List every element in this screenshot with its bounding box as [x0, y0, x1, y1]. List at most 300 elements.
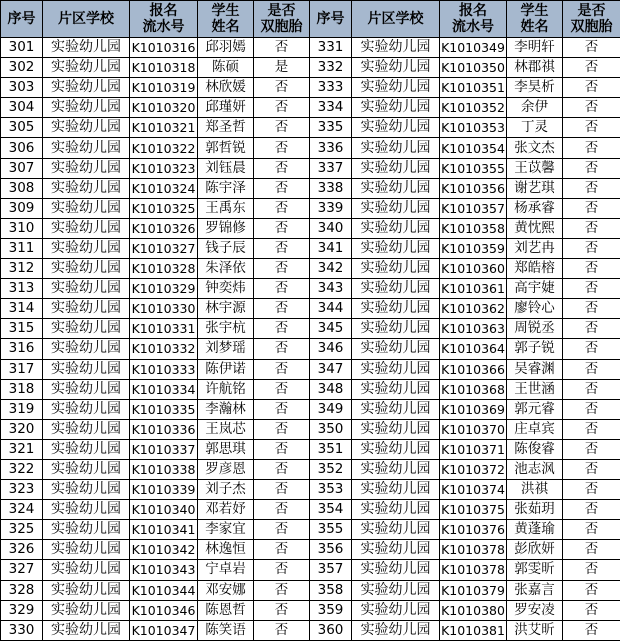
right-regno-cell: K1010361: [440, 279, 507, 299]
right-school-cell: 实验幼儿园: [352, 98, 440, 118]
header-twins-line2: 双胞胎: [563, 19, 620, 35]
right-twins-cell: 否: [563, 600, 620, 620]
left-school-cell: 实验幼儿园: [43, 439, 130, 459]
left-school-cell: 实验幼儿园: [43, 480, 130, 500]
right-school-cell: 实验幼儿园: [352, 299, 440, 319]
right-school-cell: 实验幼儿园: [352, 379, 440, 399]
header-twins-line1: 是否: [254, 3, 309, 19]
left-twins-cell: 否: [254, 459, 310, 479]
left-twins-cell: 是: [254, 58, 310, 78]
right-name-cell: 洪艾昕: [507, 620, 563, 640]
right-regno-cell: K1010360: [440, 259, 507, 279]
left-name-cell: 陈伊诺: [198, 359, 254, 379]
right-twins-cell: 否: [563, 279, 620, 299]
left-twins-cell: 否: [254, 439, 310, 459]
right-seq-cell: 334: [310, 98, 352, 118]
table-row: [1, 480, 620, 500]
left-school-cell: 实验幼儿园: [43, 560, 130, 580]
left-school-cell: 实验幼儿园: [43, 218, 130, 238]
header-twins-right: [563, 1, 620, 38]
right-seq-cell: 352: [310, 459, 352, 479]
left-school-cell: 实验幼儿园: [43, 158, 130, 178]
left-seq-cell: 315: [1, 319, 43, 339]
right-seq-cell: 339: [310, 198, 352, 218]
right-name-cell: 张文杰: [507, 138, 563, 158]
left-name-cell: 许航铭: [198, 379, 254, 399]
right-seq-cell: 359: [310, 600, 352, 620]
right-twins-cell: 否: [563, 439, 620, 459]
right-regno-cell: K1010376: [440, 520, 507, 540]
right-regno-cell: K1010366: [440, 359, 507, 379]
right-name-cell: 罗安凌: [507, 600, 563, 620]
left-twins-cell: 否: [254, 359, 310, 379]
right-seq-cell: 354: [310, 500, 352, 520]
header-name-line2: 姓名: [507, 19, 562, 35]
right-seq-cell: 335: [310, 118, 352, 138]
left-regno-cell: K1010322: [130, 138, 198, 158]
header-row: [1, 1, 620, 38]
table-row: [1, 459, 620, 479]
left-twins-cell: 否: [254, 379, 310, 399]
left-seq-cell: 329: [1, 600, 43, 620]
header-regno-line2: 流水号: [440, 19, 506, 35]
right-name-cell: 高宇婕: [507, 279, 563, 299]
left-school-cell: 实验幼儿园: [43, 118, 130, 138]
right-seq-cell: 357: [310, 560, 352, 580]
left-school-cell: 实验幼儿园: [43, 319, 130, 339]
right-school-cell: 实验幼儿园: [352, 138, 440, 158]
left-twins-cell: 否: [254, 500, 310, 520]
right-name-cell: 张茹玥: [507, 500, 563, 520]
right-school-cell: 实验幼儿园: [352, 319, 440, 339]
left-twins-cell: 否: [254, 319, 310, 339]
table-row: [1, 158, 620, 178]
left-seq-cell: 302: [1, 58, 43, 78]
right-name-cell: 李明轩: [507, 38, 563, 58]
right-regno-cell: K1010369: [440, 399, 507, 419]
left-regno-cell: K1010343: [130, 560, 198, 580]
left-twins-cell: 否: [254, 198, 310, 218]
right-seq-cell: 349: [310, 399, 352, 419]
right-seq-cell: 348: [310, 379, 352, 399]
right-regno-cell: K1010378: [440, 560, 507, 580]
left-seq-cell: 318: [1, 379, 43, 399]
right-regno-cell: K1010372: [440, 459, 507, 479]
right-seq-cell: 345: [310, 319, 352, 339]
left-seq-cell: 324: [1, 500, 43, 520]
table-row: [1, 58, 620, 78]
right-regno-cell: K1010358: [440, 218, 507, 238]
left-regno-cell: K1010325: [130, 198, 198, 218]
left-twins-cell: 否: [254, 339, 310, 359]
right-twins-cell: 否: [563, 158, 620, 178]
left-twins-cell: 否: [254, 158, 310, 178]
left-twins-cell: 否: [254, 78, 310, 98]
right-name-cell: 李昊析: [507, 78, 563, 98]
right-school-cell: 实验幼儿园: [352, 439, 440, 459]
left-regno-cell: K1010341: [130, 520, 198, 540]
right-school-cell: 实验幼儿园: [352, 78, 440, 98]
left-name-cell: 陈恩哲: [198, 600, 254, 620]
right-twins-cell: 否: [563, 459, 620, 479]
right-seq-cell: 333: [310, 78, 352, 98]
right-name-cell: 廖铃心: [507, 299, 563, 319]
left-twins-cell: 否: [254, 520, 310, 540]
left-twins-cell: 否: [254, 98, 310, 118]
right-school-cell: 实验幼儿园: [352, 359, 440, 379]
left-seq-cell: 305: [1, 118, 43, 138]
table-row: [1, 98, 620, 118]
left-seq-cell: 301: [1, 38, 43, 58]
right-regno-cell: K1010378: [440, 540, 507, 560]
right-school-cell: 实验幼儿园: [352, 399, 440, 419]
left-twins-cell: 否: [254, 259, 310, 279]
right-seq-cell: 338: [310, 178, 352, 198]
left-name-cell: 李家宜: [198, 520, 254, 540]
right-twins-cell: 否: [563, 198, 620, 218]
left-seq-cell: 314: [1, 299, 43, 319]
header-name-line1: 学生: [198, 3, 253, 19]
right-seq-cell: 332: [310, 58, 352, 78]
table-row: [1, 540, 620, 560]
left-twins-cell: 否: [254, 600, 310, 620]
left-school-cell: 实验幼儿园: [43, 78, 130, 98]
right-regno-cell: K1010351: [440, 78, 507, 98]
right-regno-cell: K1010353: [440, 118, 507, 138]
right-school-cell: 实验幼儿园: [352, 178, 440, 198]
right-twins-cell: 否: [563, 500, 620, 520]
right-school-cell: 实验幼儿园: [352, 339, 440, 359]
left-seq-cell: 306: [1, 138, 43, 158]
right-name-cell: 洪祺: [507, 480, 563, 500]
left-name-cell: 林欣媛: [198, 78, 254, 98]
right-regno-cell: K1010363: [440, 319, 507, 339]
table-row: [1, 118, 620, 138]
right-twins-cell: 否: [563, 359, 620, 379]
left-school-cell: 实验幼儿园: [43, 259, 130, 279]
table-row: [1, 319, 620, 339]
header-name-line1: 学生: [507, 3, 562, 19]
header-regno-left: [130, 1, 198, 38]
left-name-cell: 陈硕: [198, 58, 254, 78]
right-twins-cell: 否: [563, 520, 620, 540]
left-seq-cell: 330: [1, 620, 43, 640]
left-school-cell: 实验幼儿园: [43, 419, 130, 439]
header-seq-right: 序号: [310, 1, 352, 38]
left-name-cell: 王岚芯: [198, 419, 254, 439]
table-row: [1, 38, 620, 58]
header-school-left: 片区学校: [43, 1, 130, 38]
left-seq-cell: 321: [1, 439, 43, 459]
left-seq-cell: 312: [1, 259, 43, 279]
left-school-cell: 实验幼儿园: [43, 540, 130, 560]
left-seq-cell: 323: [1, 480, 43, 500]
left-school-cell: 实验幼儿园: [43, 620, 130, 640]
table-row: [1, 500, 620, 520]
left-name-cell: 邓若妤: [198, 500, 254, 520]
right-school-cell: 实验幼儿园: [352, 279, 440, 299]
right-name-cell: 王世涵: [507, 379, 563, 399]
left-seq-cell: 320: [1, 419, 43, 439]
right-school-cell: 实验幼儿园: [352, 58, 440, 78]
right-school-cell: 实验幼儿园: [352, 540, 440, 560]
left-twins-cell: 否: [254, 138, 310, 158]
left-school-cell: 实验幼儿园: [43, 520, 130, 540]
table-row: [1, 78, 620, 98]
right-seq-cell: 355: [310, 520, 352, 540]
left-school-cell: 实验幼儿园: [43, 38, 130, 58]
right-name-cell: 丁灵: [507, 118, 563, 138]
left-name-cell: 钱子辰: [198, 238, 254, 258]
right-twins-cell: 否: [563, 339, 620, 359]
right-name-cell: 郑皓榕: [507, 259, 563, 279]
right-seq-cell: 336: [310, 138, 352, 158]
right-twins-cell: 否: [563, 259, 620, 279]
left-name-cell: 刘钰晨: [198, 158, 254, 178]
left-school-cell: 实验幼儿园: [43, 339, 130, 359]
left-seq-cell: 327: [1, 560, 43, 580]
left-twins-cell: 否: [254, 238, 310, 258]
right-twins-cell: 否: [563, 58, 620, 78]
left-twins-cell: 否: [254, 38, 310, 58]
right-seq-cell: 340: [310, 218, 352, 238]
right-twins-cell: 否: [563, 238, 620, 258]
right-name-cell: 庄卓宾: [507, 419, 563, 439]
left-name-cell: 邱羽嫣: [198, 38, 254, 58]
right-name-cell: 吴睿渊: [507, 359, 563, 379]
header-school-right: 片区学校: [352, 1, 440, 38]
left-twins-cell: 否: [254, 580, 310, 600]
right-school-cell: 实验幼儿园: [352, 158, 440, 178]
left-seq-cell: 322: [1, 459, 43, 479]
left-twins-cell: 否: [254, 178, 310, 198]
left-school-cell: 实验幼儿园: [43, 198, 130, 218]
left-name-cell: 陈宇泽: [198, 178, 254, 198]
left-seq-cell: 304: [1, 98, 43, 118]
right-regno-cell: K1010362: [440, 299, 507, 319]
right-regno-cell: K1010381: [440, 620, 507, 640]
header-regno-line2: 流水号: [130, 19, 197, 35]
left-name-cell: 王禹东: [198, 198, 254, 218]
left-school-cell: 实验幼儿园: [43, 138, 130, 158]
right-regno-cell: K1010357: [440, 198, 507, 218]
right-twins-cell: 否: [563, 178, 620, 198]
left-twins-cell: 否: [254, 540, 310, 560]
right-twins-cell: 否: [563, 419, 620, 439]
right-school-cell: 实验幼儿园: [352, 580, 440, 600]
right-name-cell: 陈俊睿: [507, 439, 563, 459]
left-regno-cell: K1010333: [130, 359, 198, 379]
left-regno-cell: K1010319: [130, 78, 198, 98]
right-seq-cell: 343: [310, 279, 352, 299]
left-regno-cell: K1010320: [130, 98, 198, 118]
right-school-cell: 实验幼儿园: [352, 459, 440, 479]
left-seq-cell: 317: [1, 359, 43, 379]
table-row: [1, 600, 620, 620]
table-row: [1, 399, 620, 419]
left-name-cell: 邱瑾妍: [198, 98, 254, 118]
right-school-cell: 实验幼儿园: [352, 419, 440, 439]
left-regno-cell: K1010327: [130, 238, 198, 258]
right-school-cell: 实验幼儿园: [352, 600, 440, 620]
table-row: [1, 178, 620, 198]
right-twins-cell: 否: [563, 38, 620, 58]
header-name-right: [507, 1, 563, 38]
table-row: [1, 359, 620, 379]
right-seq-cell: 342: [310, 259, 352, 279]
left-twins-cell: 否: [254, 299, 310, 319]
right-regno-cell: K1010349: [440, 38, 507, 58]
left-school-cell: 实验幼儿园: [43, 359, 130, 379]
left-regno-cell: K1010339: [130, 480, 198, 500]
left-school-cell: 实验幼儿园: [43, 98, 130, 118]
right-name-cell: 黄忱熙: [507, 218, 563, 238]
left-school-cell: 实验幼儿园: [43, 379, 130, 399]
right-name-cell: 谢艺琪: [507, 178, 563, 198]
right-name-cell: 郭雯昕: [507, 560, 563, 580]
right-name-cell: 郭子锐: [507, 339, 563, 359]
table-row: [1, 379, 620, 399]
left-seq-cell: 307: [1, 158, 43, 178]
left-seq-cell: 316: [1, 339, 43, 359]
left-regno-cell: K1010338: [130, 459, 198, 479]
left-regno-cell: K1010321: [130, 118, 198, 138]
right-name-cell: 池志沨: [507, 459, 563, 479]
left-twins-cell: 否: [254, 118, 310, 138]
right-twins-cell: 否: [563, 560, 620, 580]
right-regno-cell: K1010374: [440, 480, 507, 500]
right-regno-cell: K1010355: [440, 158, 507, 178]
left-regno-cell: K1010347: [130, 620, 198, 640]
header-regno-right: [440, 1, 507, 38]
left-seq-cell: 326: [1, 540, 43, 560]
right-school-cell: 实验幼儿园: [352, 198, 440, 218]
right-name-cell: 王苡馨: [507, 158, 563, 178]
right-regno-cell: K1010359: [440, 238, 507, 258]
table-row: [1, 419, 620, 439]
right-seq-cell: 346: [310, 339, 352, 359]
left-seq-cell: 319: [1, 399, 43, 419]
right-seq-cell: 353: [310, 480, 352, 500]
header-seq-left: 序号: [1, 1, 43, 38]
right-twins-cell: 否: [563, 620, 620, 640]
left-regno-cell: K1010337: [130, 439, 198, 459]
right-seq-cell: 347: [310, 359, 352, 379]
left-regno-cell: K1010329: [130, 279, 198, 299]
right-regno-cell: K1010371: [440, 439, 507, 459]
header-twins-line1: 是否: [563, 3, 620, 19]
left-name-cell: 郭哲锐: [198, 138, 254, 158]
left-regno-cell: K1010316: [130, 38, 198, 58]
header-twins-left: [254, 1, 310, 38]
table-row: [1, 299, 620, 319]
right-regno-cell: K1010379: [440, 580, 507, 600]
left-regno-cell: K1010328: [130, 259, 198, 279]
right-seq-cell: 351: [310, 439, 352, 459]
header-regno-line1: 报名: [130, 3, 197, 19]
left-school-cell: 实验幼儿园: [43, 58, 130, 78]
right-twins-cell: 否: [563, 319, 620, 339]
table-row: [1, 620, 620, 640]
left-seq-cell: 328: [1, 580, 43, 600]
left-name-cell: 刘子杰: [198, 480, 254, 500]
left-school-cell: 实验幼儿园: [43, 459, 130, 479]
left-name-cell: 张宇杭: [198, 319, 254, 339]
left-regno-cell: K1010344: [130, 580, 198, 600]
left-regno-cell: K1010335: [130, 399, 198, 419]
right-school-cell: 实验幼儿园: [352, 500, 440, 520]
right-regno-cell: K1010354: [440, 138, 507, 158]
left-seq-cell: 311: [1, 238, 43, 258]
header-twins-line2: 双胞胎: [254, 19, 309, 35]
header-name-left: [198, 1, 254, 38]
table-row: [1, 439, 620, 459]
left-name-cell: 钟奕炜: [198, 279, 254, 299]
right-regno-cell: K1010370: [440, 419, 507, 439]
left-regno-cell: K1010332: [130, 339, 198, 359]
left-regno-cell: K1010318: [130, 58, 198, 78]
right-twins-cell: 否: [563, 118, 620, 138]
left-name-cell: 林逸恒: [198, 540, 254, 560]
right-regno-cell: K1010375: [440, 500, 507, 520]
right-seq-cell: 358: [310, 580, 352, 600]
right-name-cell: 黄蓬瑜: [507, 520, 563, 540]
right-school-cell: 实验幼儿园: [352, 238, 440, 258]
left-name-cell: 郭思琪: [198, 439, 254, 459]
right-regno-cell: K1010350: [440, 58, 507, 78]
left-seq-cell: 310: [1, 218, 43, 238]
right-twins-cell: 否: [563, 218, 620, 238]
right-name-cell: 林郡祺: [507, 58, 563, 78]
right-twins-cell: 否: [563, 540, 620, 560]
left-name-cell: 郑圣哲: [198, 118, 254, 138]
left-regno-cell: K1010330: [130, 299, 198, 319]
right-seq-cell: 341: [310, 238, 352, 258]
right-school-cell: 实验幼儿园: [352, 480, 440, 500]
right-name-cell: 余伊: [507, 98, 563, 118]
right-twins-cell: 否: [563, 379, 620, 399]
left-school-cell: 实验幼儿园: [43, 399, 130, 419]
right-twins-cell: 否: [563, 399, 620, 419]
left-twins-cell: 否: [254, 560, 310, 580]
table-row: [1, 580, 620, 600]
right-regno-cell: K1010352: [440, 98, 507, 118]
left-name-cell: 刘梦瑶: [198, 339, 254, 359]
left-seq-cell: 308: [1, 178, 43, 198]
left-twins-cell: 否: [254, 399, 310, 419]
left-twins-cell: 否: [254, 218, 310, 238]
right-seq-cell: 344: [310, 299, 352, 319]
right-school-cell: 实验幼儿园: [352, 560, 440, 580]
right-seq-cell: 350: [310, 419, 352, 439]
right-school-cell: 实验幼儿园: [352, 38, 440, 58]
left-regno-cell: K1010326: [130, 218, 198, 238]
right-school-cell: 实验幼儿园: [352, 520, 440, 540]
right-seq-cell: 331: [310, 38, 352, 58]
table-row: [1, 339, 620, 359]
table-row: [1, 560, 620, 580]
left-school-cell: 实验幼儿园: [43, 500, 130, 520]
right-name-cell: 张嘉言: [507, 580, 563, 600]
table-row: [1, 259, 620, 279]
header-name-line2: 姓名: [198, 19, 253, 35]
table-row: [1, 279, 620, 299]
table-row: [1, 520, 620, 540]
right-regno-cell: K1010380: [440, 600, 507, 620]
table-row: [1, 198, 620, 218]
right-school-cell: 实验幼儿园: [352, 118, 440, 138]
right-twins-cell: 否: [563, 580, 620, 600]
